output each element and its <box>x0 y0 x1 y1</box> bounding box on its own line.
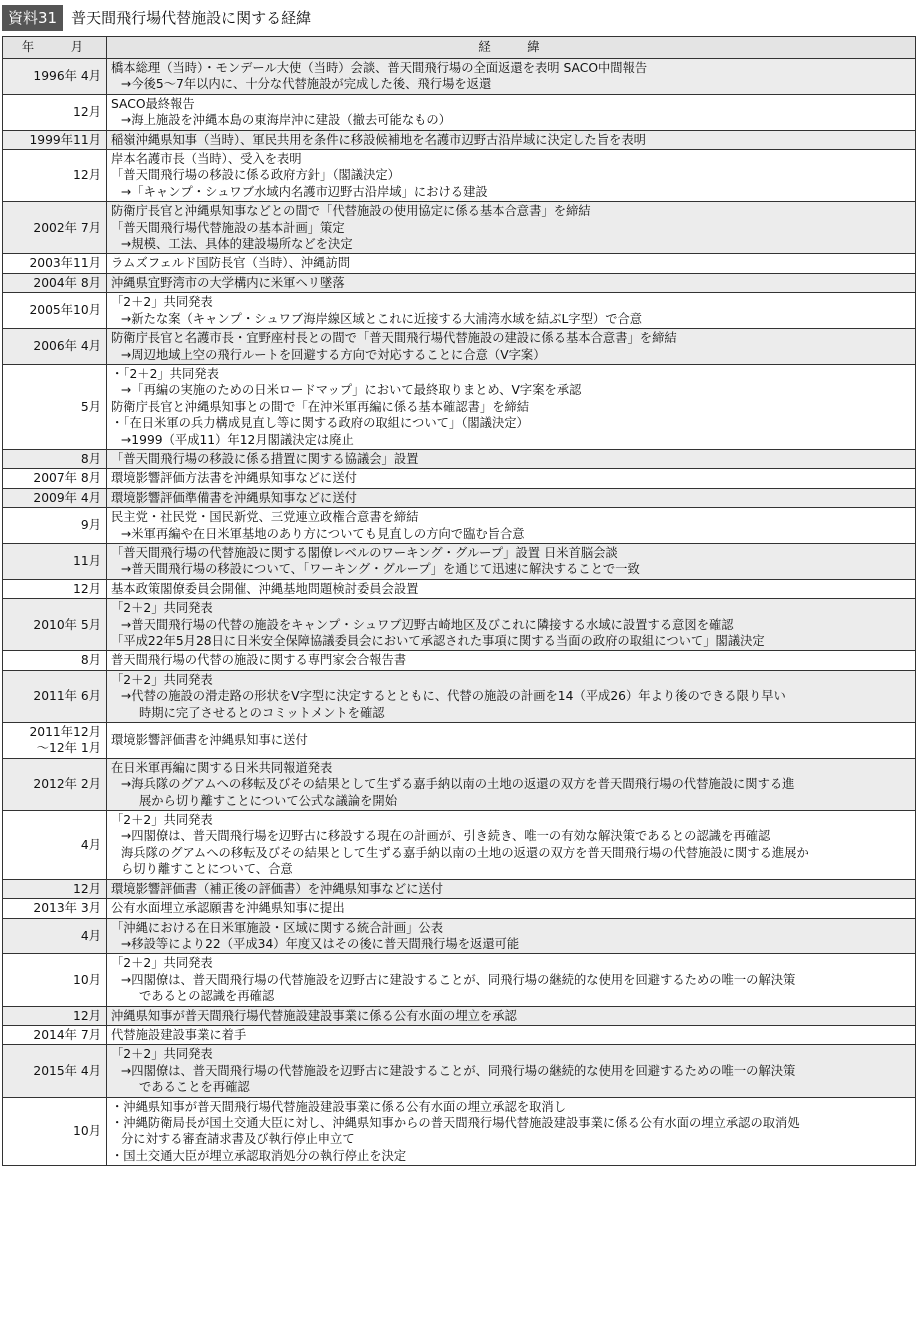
event-cell <box>107 954 916 1006</box>
event-cell <box>107 364 916 449</box>
date-cell <box>3 670 107 722</box>
date-cell <box>3 1006 107 1025</box>
event-line: 沖縄県宜野湾市の大学構内に米軍ヘリ墜落 <box>111 275 345 290</box>
event-line: ・「2＋2」共同発表 <box>111 366 219 381</box>
event-line: 代替施設建設事業に着手 <box>111 1027 247 1042</box>
date-text: 12月 <box>73 105 101 120</box>
table-row <box>3 130 916 149</box>
date-cell <box>3 1045 107 1097</box>
event-line: →今後5〜7年以内に、十分な代替施設が完成した後、飛行場を返還 <box>121 77 492 92</box>
event-cell <box>107 599 916 651</box>
event-line: 公有水面埋立承認願書を沖縄県知事に提出 <box>111 901 345 916</box>
table-row <box>3 273 916 292</box>
event-cell <box>107 879 916 898</box>
event-line: 稲嶺沖縄県知事（当時）、軍民共用を条件に移設候補地を名護市辺野古沿岸域に決定した旨を表明 <box>111 132 646 147</box>
date-cell <box>3 811 107 880</box>
event-line: →周辺地域上空の飛行ルートを回避する方向で対応することに合意（V字案） <box>121 347 546 362</box>
date-text: 4月 <box>80 837 101 852</box>
table-row <box>3 954 916 1006</box>
table-row <box>3 879 916 898</box>
table-row <box>3 1025 916 1044</box>
date-text: 2014年 7月 <box>33 1027 101 1042</box>
event-line: 防衛庁長官と名護市長・宜野座村長との間で「普天間飛行場代替施設の建設に係る基本合意書」を締結 <box>111 331 677 346</box>
date-cell <box>3 918 107 954</box>
date-text: 11月 <box>73 554 101 569</box>
date-text: 12月 <box>73 168 101 183</box>
event-line: 民主党・社民党・国民新党、三党連立政権合意書を締結 <box>111 510 419 525</box>
table-row <box>3 723 916 759</box>
event-line: SACO最終報告 <box>111 96 195 111</box>
date-text: 4月 <box>80 928 101 943</box>
table-row <box>3 59 916 95</box>
event-line: 沖縄県知事が普天間飛行場代替施設建設事業に係る公有水面の埋立を承認 <box>111 1008 517 1023</box>
event-line: ら切り離すことについて、合意 <box>121 862 293 877</box>
date-text: 2002年 7月 <box>33 220 101 235</box>
event-line: →海上施設を沖縄本島の東海岸沖に建設（撤去可能なもの） <box>121 113 452 128</box>
column-header-date: 年 月 <box>3 37 107 59</box>
date-text: 2013年 3月 <box>33 901 101 916</box>
date-cell <box>3 273 107 292</box>
event-line: 環境影響評価方法書を沖縄県知事などに送付 <box>111 471 357 486</box>
date-cell <box>3 879 107 898</box>
event-line: ・「在日米軍の兵力構成見直し等に関する政府の取組について」（閣議決定） <box>111 416 529 431</box>
document-tag: 資料31 <box>2 5 63 31</box>
event-cell <box>107 202 916 254</box>
date-text: 2007年 8月 <box>33 471 101 486</box>
event-line: 普天間飛行場の代替の施設に関する専門家会合報告書 <box>111 653 407 668</box>
date-cell <box>3 329 107 365</box>
date-text: 2011年12月 <box>29 725 101 740</box>
date-text: 12月 <box>73 581 101 596</box>
event-line: 「2＋2」共同発表 <box>111 672 213 687</box>
event-line: 「2＋2」共同発表 <box>111 1047 213 1062</box>
date-text: 2005年10月 <box>29 303 101 318</box>
date-text: 10月 <box>73 972 101 987</box>
date-cell <box>3 758 107 810</box>
event-cell <box>107 723 916 759</box>
table-row <box>3 94 916 130</box>
event-line: →「再編の実施のための日米ロードマップ」において最終取りまとめ、V字案を承認 <box>121 383 582 398</box>
date-text: 2009年 4月 <box>33 490 101 505</box>
date-text: 1996年 4月 <box>33 69 101 84</box>
date-text: 5月 <box>80 399 101 414</box>
event-line: 「2＋2」共同発表 <box>111 601 213 616</box>
event-line: →普天間飛行場の代替の施設をキャンプ・シュワブ辺野古崎地区及びこれに隣接する水域に設置する意図を確認 <box>121 617 734 632</box>
date-cell <box>3 651 107 670</box>
event-cell <box>107 899 916 918</box>
event-line: 「普天間飛行場の移設に係る措置に関する協議会」設置 <box>111 451 419 466</box>
date-text: 10月 <box>73 1124 101 1139</box>
event-line: 「普天間飛行場代替施設の基本計画」策定 <box>111 220 345 235</box>
table-row <box>3 670 916 722</box>
event-cell <box>107 651 916 670</box>
table-row <box>3 599 916 651</box>
event-line: 岸本名護市長（当時）、受入を表明 <box>111 152 302 167</box>
date-cell <box>3 130 107 149</box>
date-cell <box>3 599 107 651</box>
event-cell <box>107 59 916 95</box>
column-header-events: 経 緯 <box>107 37 916 59</box>
table-row <box>3 508 916 544</box>
event-line: 防衛庁長官と沖縄県知事などとの間で「代替施設の使用協定に係る基本合意書」を締結 <box>111 204 591 219</box>
date-text: 12月 <box>73 1008 101 1023</box>
table-row <box>3 1097 916 1166</box>
event-line: 「2＋2」共同発表 <box>111 813 213 828</box>
table-row <box>3 811 916 880</box>
event-line: →規模、工法、具体的建設場所などを決定 <box>121 237 353 252</box>
event-line: 展から切り離すことについて公式な議論を開始 <box>139 793 397 808</box>
event-cell <box>107 94 916 130</box>
date-text: 2003年11月 <box>29 256 101 271</box>
table-row <box>3 1006 916 1025</box>
event-line: →普天間飛行場の移設について、「ワーキング・グループ」を通じて迅速に解決することで一致 <box>121 562 640 577</box>
event-line: 環境影響評価準備書を沖縄県知事などに送付 <box>111 490 357 505</box>
table-row <box>3 651 916 670</box>
event-line: 橋本総理（当時）・モンデール大使（当時）会談、普天間飛行場の全面返還を表明 SACO中間報告 <box>111 61 648 75</box>
event-line: 基本政策閣僚委員会開催、沖縄基地問題検討委員会設置 <box>111 581 419 596</box>
table-row <box>3 469 916 488</box>
table-row <box>3 899 916 918</box>
event-line: →四閣僚は、普天間飛行場の代替施設を辺野古に建設することが、同飛行場の継続的な使用を回避するための唯一の解決策 <box>121 972 796 987</box>
event-cell <box>107 273 916 292</box>
event-line: 「普天間飛行場の代替施設に関する閣僚レベルのワーキング・グループ」設置 日米首脳会談 <box>111 545 618 560</box>
event-line: →「キャンプ・シュワブ水域内名護市辺野古沿岸域」における建設 <box>121 184 488 199</box>
event-cell <box>107 1006 916 1025</box>
date-cell <box>3 202 107 254</box>
event-line: ・沖縄県知事が普天間飛行場代替施設建設事業に係る公有水面の埋立承認を取消し <box>111 1099 566 1114</box>
table-row <box>3 579 916 598</box>
date-text: 2011年 6月 <box>33 689 101 704</box>
event-cell <box>107 449 916 468</box>
event-cell <box>107 758 916 810</box>
event-cell <box>107 579 916 598</box>
event-line: →代替の施設の滑走路の形状をV字型に決定するとともに、代替の施設の計画を14（平成26）年より後のできる限り早い <box>121 689 786 704</box>
date-text: 1999年11月 <box>29 132 101 147</box>
event-cell <box>107 488 916 507</box>
event-cell <box>107 130 916 149</box>
event-line: であることを再確認 <box>139 1080 250 1095</box>
date-cell <box>3 59 107 95</box>
table-row <box>3 364 916 449</box>
event-cell <box>107 293 916 329</box>
date-cell <box>3 364 107 449</box>
event-cell <box>107 508 916 544</box>
event-line: →移設等により22（平成34）年度又はその後に普天間飛行場を返還可能 <box>121 936 520 951</box>
event-line: ・国土交通大臣が埋立承認取消処分の執行停止を決定 <box>111 1148 407 1163</box>
date-cell <box>3 954 107 1006</box>
table-row <box>3 543 916 579</box>
event-line: 時期に完了させるとのコミットメントを確認 <box>139 705 385 720</box>
event-line: 「2＋2」共同発表 <box>111 295 213 310</box>
document-header <box>2 4 311 32</box>
date-cell <box>3 254 107 273</box>
event-line: 環境影響評価書（補正後の評価書）を沖縄県知事などに送付 <box>111 881 444 896</box>
date-cell <box>3 579 107 598</box>
event-line: →米軍再編や在日米軍基地のあり方についても見直しの方向で臨む旨合意 <box>121 526 525 541</box>
event-cell <box>107 918 916 954</box>
event-line: 「平成22年5月28日に日米安全保障協議委員会において承認された事項に関する当面の政府の取組について」閣議決定 <box>111 634 765 648</box>
event-line: →海兵隊のグアムへの移転及びその結果として生ずる嘉手納以南の土地の返還の双方を普天間飛行場の代替施設に関する進 <box>121 777 795 792</box>
date-text: 8月 <box>80 451 101 466</box>
date-cell <box>3 488 107 507</box>
event-cell <box>107 469 916 488</box>
event-line: 「2＋2」共同発表 <box>111 956 213 971</box>
event-line: ラムズフェルド国防長官（当時）、沖縄訪問 <box>111 256 351 271</box>
event-line: であるとの認識を再確認 <box>139 989 275 1004</box>
table-row <box>3 254 916 273</box>
event-cell <box>107 150 916 202</box>
date-text: 9月 <box>80 518 101 533</box>
event-line: →四閣僚は、普天間飛行場の代替施設を辺野古に建設することが、同飛行場の継続的な使用を回避するための唯一の解決策 <box>121 1063 796 1078</box>
event-line: →四閣僚は、普天間飛行場を辺野古に移設する現在の計画が、引き続き、唯一の有効な解決策であるとの認識を再確認 <box>121 829 771 844</box>
event-line: 海兵隊のグアムへの移転及びその結果として生ずる嘉手納以南の土地の返還の双方を普天間飛行場の代替施設に関する進展か <box>121 845 809 860</box>
date-cell <box>3 1097 107 1166</box>
date-cell <box>3 723 107 759</box>
table-row <box>3 293 916 329</box>
date-cell <box>3 94 107 130</box>
table-row <box>3 449 916 468</box>
table-row <box>3 758 916 810</box>
event-line: →1999（平成11）年12月閣議決定は廃止 <box>121 432 354 447</box>
event-cell <box>107 329 916 365</box>
event-cell <box>107 1045 916 1097</box>
date-text: 2004年 8月 <box>33 275 101 290</box>
history-table <box>2 36 916 1166</box>
table-body <box>3 59 916 1166</box>
event-cell <box>107 254 916 273</box>
event-line: ・沖縄防衛局長が国土交通大臣に対し、沖縄県知事からの普天間飛行場代替施設建設事業に係る公有水面の埋立承認の取消処 <box>111 1115 800 1130</box>
date-cell <box>3 1025 107 1044</box>
table-header-row <box>3 37 916 59</box>
event-line: →新たな案（キャンプ・シュワブ海岸線区域とこれに近接する大浦湾水域を結ぶL字型）で合意 <box>121 311 643 326</box>
date-cell <box>3 293 107 329</box>
event-cell <box>107 811 916 880</box>
table-row <box>3 202 916 254</box>
date-text: 12月 <box>73 881 101 896</box>
event-cell <box>107 1025 916 1044</box>
date-cell <box>3 543 107 579</box>
event-line: 「沖縄における在日米軍施設・区域に関する統合計画」公表 <box>111 920 444 935</box>
table-row <box>3 488 916 507</box>
date-text: 2006年 4月 <box>33 339 101 354</box>
event-cell <box>107 543 916 579</box>
date-text: 2012年 2月 <box>33 777 101 792</box>
date-cell <box>3 508 107 544</box>
document-title: 普天間飛行場代替施設に関する経緯 <box>71 9 312 27</box>
event-cell <box>107 670 916 722</box>
event-line: 分に対する審査請求書及び執行停止申立て <box>121 1132 355 1147</box>
table-row <box>3 150 916 202</box>
event-line: 防衛庁長官と沖縄県知事との間で「在沖米軍再編に係る基本確認書」を締結 <box>111 399 530 414</box>
event-line: 「普天間飛行場の移設に係る政府方針」（閣議決定） <box>111 168 400 183</box>
date-cell <box>3 449 107 468</box>
event-cell <box>107 1097 916 1166</box>
date-text: 8月 <box>80 653 101 668</box>
date-cell <box>3 899 107 918</box>
event-line: 在日米軍再編に関する日米共同報道発表 <box>111 760 333 775</box>
date-text: 2015年 4月 <box>33 1063 101 1078</box>
date-text: 2010年 5月 <box>33 617 101 632</box>
table-row <box>3 329 916 365</box>
date-text: 〜12年 1月 <box>36 741 101 756</box>
table-row <box>3 1045 916 1097</box>
event-line: 環境影響評価書を沖縄県知事に送付 <box>111 733 308 748</box>
date-cell <box>3 150 107 202</box>
date-cell <box>3 469 107 488</box>
table-row <box>3 918 916 954</box>
